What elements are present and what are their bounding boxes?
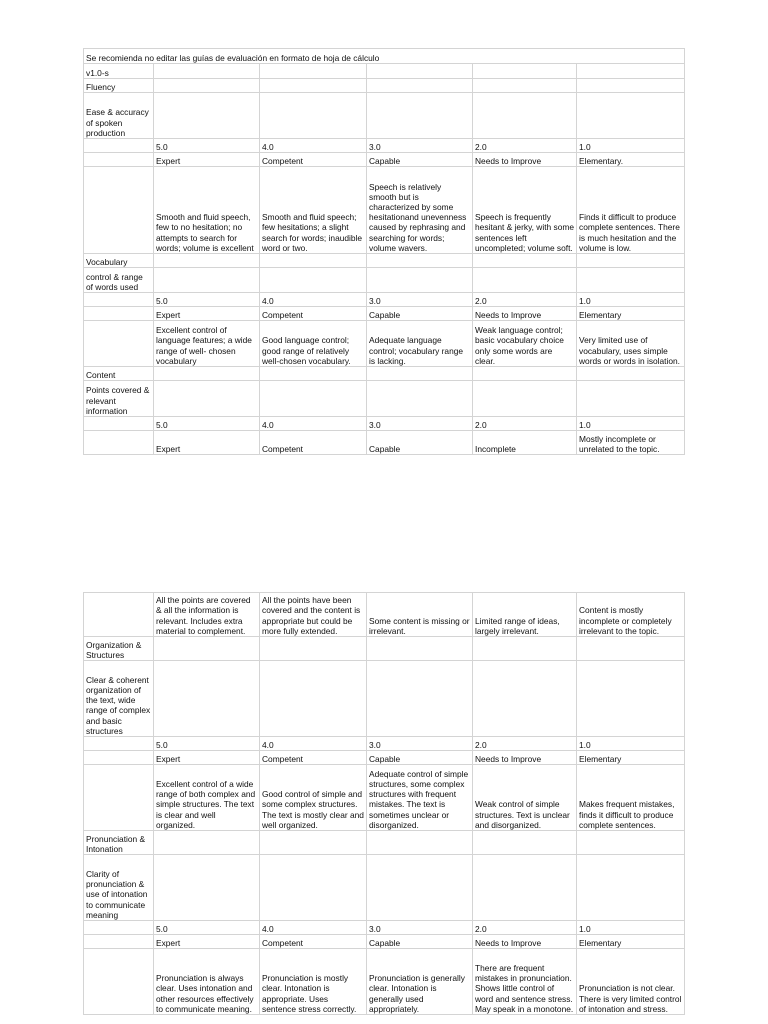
descriptor-cell[interactable]: All the points are covered & all the information is relevant. Includes extra material to complement. bbox=[154, 593, 260, 637]
level-cell[interactable]: Mostly incomplete or unrelated to the topic. bbox=[577, 431, 685, 455]
score-cell[interactable]: 1.0 bbox=[577, 417, 685, 431]
descriptor-cell[interactable]: Excellent control of language features; a wide range of well- chosen vocabulary bbox=[154, 321, 260, 367]
score-cell[interactable]: 3.0 bbox=[367, 139, 473, 153]
descriptor-row bbox=[84, 321, 685, 367]
level-cell[interactable]: Capable bbox=[367, 307, 473, 321]
level-cell[interactable]: Expert bbox=[154, 935, 260, 949]
score-cell[interactable]: 2.0 bbox=[473, 737, 577, 751]
organization-desc-row bbox=[84, 661, 685, 737]
descriptor-cell[interactable]: Pronunciation is always clear. Uses intonation and other resources effectively to communicate meaning. bbox=[154, 949, 260, 1015]
level-cell[interactable]: Competent bbox=[260, 307, 367, 321]
descriptor-cell[interactable]: Weak language control; basic vocabulary choice only some words are clear. bbox=[473, 321, 577, 367]
descriptor-row bbox=[84, 593, 685, 637]
notice-row bbox=[84, 49, 685, 64]
descriptor-row bbox=[84, 765, 685, 831]
descriptor-cell[interactable]: Weak control of simple structures. Text is unclear and disorganized. bbox=[473, 765, 577, 831]
score-cell[interactable]: 4.0 bbox=[260, 417, 367, 431]
criterion-description[interactable]: Ease & accuracy of spoken production bbox=[84, 93, 154, 139]
level-cell[interactable]: Needs to Improve bbox=[473, 751, 577, 765]
descriptor-cell[interactable]: Speech is frequently hesitant & jerky, with some sentences left uncompleted; volume soft. bbox=[473, 167, 577, 254]
level-cell[interactable]: Capable bbox=[367, 751, 473, 765]
score-cell[interactable]: 4.0 bbox=[260, 139, 367, 153]
level-row bbox=[84, 431, 685, 455]
criterion-title[interactable]: Pronunciation & Intonation bbox=[84, 831, 154, 855]
score-cell[interactable]: 5.0 bbox=[154, 417, 260, 431]
descriptor-cell[interactable]: Adequate language control; vocabulary range is lacking. bbox=[367, 321, 473, 367]
score-row bbox=[84, 737, 685, 751]
score-cell[interactable]: 2.0 bbox=[473, 921, 577, 935]
score-cell[interactable]: 5.0 bbox=[154, 293, 260, 307]
score-cell[interactable]: 4.0 bbox=[260, 921, 367, 935]
fluency-desc-row bbox=[84, 93, 685, 139]
criterion-title[interactable]: Content bbox=[84, 367, 154, 381]
score-cell[interactable]: 3.0 bbox=[367, 293, 473, 307]
level-cell[interactable]: Elementary bbox=[577, 307, 685, 321]
descriptor-cell[interactable]: Finds it difficult to produce complete sentences. There is much hesitation and the volume is low. bbox=[577, 167, 685, 254]
descriptor-cell[interactable]: Pronunciation is mostly clear. Intonation is appropriate. Uses sentence stress correctly. bbox=[260, 949, 367, 1015]
content-title-row bbox=[84, 367, 685, 381]
score-row bbox=[84, 921, 685, 935]
criterion-description[interactable]: Clear & coherent organization of the text, wide range of complex and basic structures bbox=[84, 661, 154, 737]
level-cell[interactable]: Competent bbox=[260, 751, 367, 765]
content-desc-row bbox=[84, 381, 685, 417]
descriptor-cell[interactable]: Pronunciation is not clear. There is very limited control of intonation and stress. bbox=[577, 949, 685, 1015]
descriptor-row bbox=[84, 949, 685, 1015]
descriptor-cell[interactable]: All the points have been covered and the content is appropriate but could be more fully extended. bbox=[260, 593, 367, 637]
score-cell[interactable]: 3.0 bbox=[367, 921, 473, 935]
level-cell[interactable]: Expert bbox=[154, 307, 260, 321]
descriptor-cell[interactable]: Some content is missing or irrelevant. bbox=[367, 593, 473, 637]
descriptor-cell[interactable]: Pronunciation is generally clear. Intonation is generally used appropriately. bbox=[367, 949, 473, 1015]
level-cell[interactable]: Needs to Improve bbox=[473, 153, 577, 167]
score-cell[interactable]: 4.0 bbox=[260, 737, 367, 751]
descriptor-cell[interactable]: Makes frequent mistakes, finds it difficult to produce complete sentences. bbox=[577, 765, 685, 831]
level-cell[interactable]: Expert bbox=[154, 431, 260, 455]
score-cell[interactable]: 2.0 bbox=[473, 293, 577, 307]
score-cell[interactable]: 3.0 bbox=[367, 417, 473, 431]
descriptor-cell[interactable]: There are frequent mistakes in pronunciation. Shows little control of word and sentence stress. May speak in a monotone. bbox=[473, 949, 577, 1015]
criterion-title[interactable]: Organization & Structures bbox=[84, 637, 154, 661]
level-cell[interactable]: Expert bbox=[154, 153, 260, 167]
level-cell[interactable]: Needs to Improve bbox=[473, 307, 577, 321]
criterion-title[interactable]: Vocabulary bbox=[84, 254, 154, 268]
level-cell[interactable]: Competent bbox=[260, 431, 367, 455]
criterion-description[interactable]: Clarity of pronunciation & use of intonation to communicate meaning bbox=[84, 855, 154, 921]
descriptor-cell[interactable]: Smooth and fluid speech; few hesitations; a slight search for words; inaudible word or two. bbox=[260, 167, 367, 254]
score-cell[interactable]: 3.0 bbox=[367, 737, 473, 751]
score-cell[interactable]: 1.0 bbox=[577, 737, 685, 751]
level-cell[interactable]: Competent bbox=[260, 153, 367, 167]
descriptor-cell[interactable]: Good language control; good range of relatively well-chosen vocabulary. bbox=[260, 321, 367, 367]
level-row bbox=[84, 153, 685, 167]
level-cell[interactable]: Elementary bbox=[577, 751, 685, 765]
descriptor-cell[interactable]: Very limited use of vocabulary, uses simple words or words in isolation. bbox=[577, 321, 685, 367]
score-row bbox=[84, 417, 685, 431]
descriptor-cell[interactable]: Content is mostly incomplete or completely irrelevant to the topic. bbox=[577, 593, 685, 637]
score-cell[interactable]: 2.0 bbox=[473, 139, 577, 153]
fluency-title-row bbox=[84, 79, 685, 93]
descriptor-cell[interactable]: Smooth and fluid speech, few to no hesitation; no attempts to search for words; volume is excellent bbox=[154, 167, 260, 254]
level-row bbox=[84, 935, 685, 949]
pronunciation-desc-row bbox=[84, 855, 685, 921]
descriptor-cell[interactable]: Limited range of ideas, largely irrelevant. bbox=[473, 593, 577, 637]
level-cell[interactable]: Competent bbox=[260, 935, 367, 949]
descriptor-cell[interactable]: Good control of simple and some complex structures. The text is mostly clear and well organized. bbox=[260, 765, 367, 831]
descriptor-cell[interactable]: Speech is relatively smooth but is characterized by some hesitationand unevenness caused by rephrasing and searching for words; volume wavers. bbox=[367, 167, 473, 254]
criterion-description[interactable]: control & range of words used bbox=[84, 268, 154, 293]
level-cell[interactable]: Needs to Improve bbox=[473, 935, 577, 949]
score-cell[interactable]: 1.0 bbox=[577, 921, 685, 935]
level-cell[interactable]: Capable bbox=[367, 153, 473, 167]
level-cell[interactable]: Expert bbox=[154, 751, 260, 765]
vocabulary-desc-row bbox=[84, 268, 685, 293]
organization-title-row bbox=[84, 637, 685, 661]
level-row bbox=[84, 307, 685, 321]
level-cell[interactable]: Capable bbox=[367, 935, 473, 949]
score-cell[interactable]: 4.0 bbox=[260, 293, 367, 307]
score-cell[interactable]: 1.0 bbox=[577, 293, 685, 307]
version-row bbox=[84, 64, 685, 79]
score-row bbox=[84, 139, 685, 153]
level-cell[interactable]: Capable bbox=[367, 431, 473, 455]
descriptor-cell[interactable]: Adequate control of simple structures, some complex structures with frequent mistakes. The text is sometimes unclear or disorganized. bbox=[367, 765, 473, 831]
level-cell[interactable]: Incomplete bbox=[473, 431, 577, 455]
criterion-description[interactable]: Points covered & relevant information bbox=[84, 381, 154, 417]
score-cell[interactable]: 5.0 bbox=[154, 921, 260, 935]
level-cell[interactable]: Elementary. bbox=[577, 153, 685, 167]
vocabulary-title-row bbox=[84, 254, 685, 268]
score-cell[interactable]: 2.0 bbox=[473, 417, 577, 431]
pronunciation-title-row bbox=[84, 831, 685, 855]
score-cell[interactable]: 1.0 bbox=[577, 139, 685, 153]
rubric-sheet-2 bbox=[83, 592, 685, 1015]
descriptor-cell[interactable]: Excellent control of a wide range of both complex and simple structures. The text is clear and well organized. bbox=[154, 765, 260, 831]
descriptor-row bbox=[84, 167, 685, 254]
rubric-sheet-1 bbox=[83, 48, 685, 455]
score-cell[interactable]: 5.0 bbox=[154, 139, 260, 153]
notice-cell[interactable]: Se recomienda no editar las guías de evaluación en formato de hoja de cálculo bbox=[84, 49, 685, 64]
score-row bbox=[84, 293, 685, 307]
level-row bbox=[84, 751, 685, 765]
version-cell[interactable]: v1.0-s bbox=[84, 64, 154, 79]
criterion-title[interactable]: Fluency bbox=[84, 79, 154, 93]
level-cell[interactable]: Elementary bbox=[577, 935, 685, 949]
score-cell[interactable]: 5.0 bbox=[154, 737, 260, 751]
